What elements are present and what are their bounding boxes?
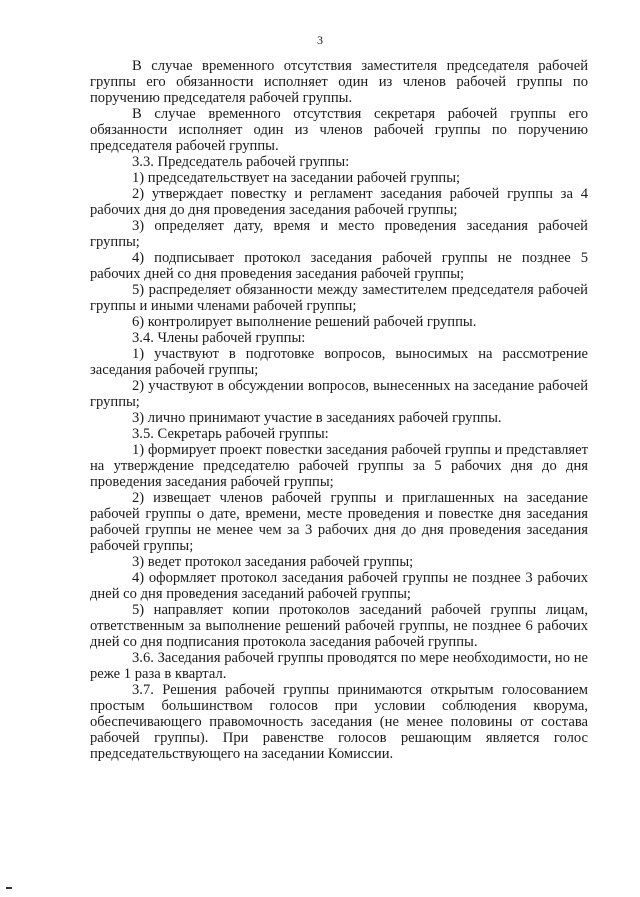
paragraph-deputy-absence: В случае временного отсутствия заместителя председателя рабочей группы его обязанности исполняет один из членов рабочей группы по поручению председателя рабочей группы.	[90, 58, 588, 106]
member-duty-3: 3) лично принимают участие в заседаниях рабочей группы.	[132, 410, 502, 426]
secretary-duty-4: 4) оформляет протокол заседания рабочей группы не позднее 3 рабочих дней со дня проведения заседаний рабочей группы;	[90, 570, 588, 602]
chair-duty-2: 2) утверждает повестку и регламент заседания рабочей группы за 4 рабочих дня до дня проведения заседания рабочей группы;	[90, 186, 588, 218]
section-heading-3-3: 3.3. Председатель рабочей группы:	[132, 154, 350, 170]
chair-duty-4: 4) подписывает протокол заседания рабочей группы не позднее 5 рабочих дней со дня проведения заседания рабочей группы;	[90, 250, 588, 282]
chair-duty-5: 5) распределяет обязанности между заместителем председателя рабочей группы и иными членами рабочей группы;	[90, 282, 588, 314]
secretary-duty-1: 1) формирует проект повестки заседания рабочей группы и представляет на утверждение председателю рабочей группы за 5 рабочих дня до дня проведения заседания рабочей группы;	[90, 442, 588, 490]
page-number: 3	[317, 33, 323, 47]
chair-duty-3: 3) определяет дату, время и место проведения заседания рабочей группы;	[90, 218, 588, 250]
section-heading-3-4: 3.4. Члены рабочей группы:	[132, 330, 306, 346]
secretary-duty-2: 2) извещает членов рабочей группы и приглашенных на заседание рабочей группы о дате, времени, месте проведения и повестке дня заседания рабочей группы не менее чем за 3 рабочих дня до дня проведения заседания рабочей группы;	[90, 490, 588, 554]
member-duty-1: 1) участвуют в подготовке вопросов, выносимых на рассмотрение заседания рабочей группы;	[90, 346, 588, 378]
document-body	[90, 58, 588, 762]
section-heading-3-5: 3.5. Секретарь рабочей группы:	[132, 426, 329, 442]
secretary-duty-3: 3) ведет протокол заседания рабочей группы;	[132, 554, 414, 570]
section-3-7-decisions: 3.7. Решения рабочей группы принимаются открытым голосованием простым большинством голосов при условии соблюдения кворума, обеспечивающего правомочность заседания (не менее половины от состава рабочей группы). При равенстве голосов решающим является голос председательствующего на заседании Комиссии.	[90, 682, 588, 762]
secretary-duty-5: 5) направляет копии протоколов заседаний рабочей группы лицам, ответственным за выполнение решений рабочей группы, не позднее 6 рабочих дней со дня подписания протокола заседания рабочей группы.	[90, 602, 588, 650]
chair-duty-6: 6) контролирует выполнение решений рабочей группы.	[132, 314, 477, 330]
chair-duty-1: 1) председательствует на заседании рабочей группы;	[132, 170, 461, 186]
member-duty-2: 2) участвуют в обсуждении вопросов, вынесенных на заседание рабочей группы;	[90, 378, 588, 410]
paragraph-secretary-absence: В случае временного отсутствия секретаря рабочей группы его обязанности исполняет один из членов рабочей группы по поручению председателя рабочей группы.	[90, 106, 588, 154]
section-3-6-meetings: 3.6. Заседания рабочей группы проводятся по мере необходимости, но не реже 1 раза в квартал.	[90, 650, 588, 682]
scan-mark	[6, 887, 12, 889]
